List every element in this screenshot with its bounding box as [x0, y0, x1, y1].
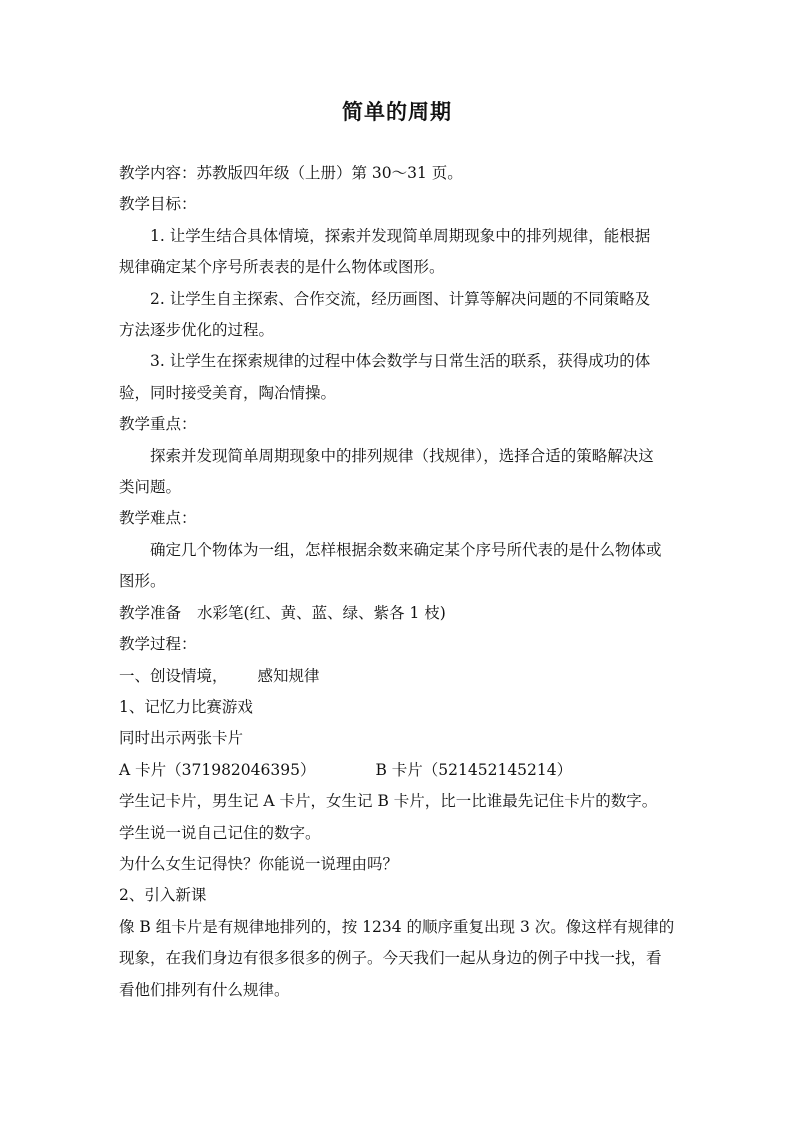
teaching-content: 教学内容：苏教版四年级（上册）第 30～31 页。 [119, 164, 463, 182]
paragraph-2: 学生说一说自己记住的数字。 [119, 823, 321, 842]
cards-line [119, 755, 679, 786]
key-heading: 教学重点： [119, 415, 197, 434]
goal-2-line-1: 2. 让学生自主探索、合作交流，经历画图、计算等解决问题的不同策略及 [150, 289, 651, 308]
difficulty-heading: 教学难点： [119, 509, 197, 528]
goal-1-line-1: 1. 让学生结合具体情境，探索并发现简单周期现象中的排列规律，能根据 [150, 226, 651, 245]
item-1-line: 同时出示两张卡片 [119, 729, 244, 748]
page-title: 简单的周期 [342, 99, 452, 124]
goal-1-line-2: 规律确定某个序号所表表的是什么物体或图形。 [119, 258, 445, 277]
card-b: B 卡片（521452145214） [375, 760, 573, 779]
prep-label: 教学准备 [119, 603, 182, 622]
paragraph-4-line-2: 现象，在我们身边有很多很多的例子。今天我们一起从身边的例子中找一找，看 [119, 949, 662, 968]
goal-3-line-2: 验，同时接受美育，陶冶情操。 [119, 383, 337, 402]
item-2-heading: 2、引入新课 [119, 886, 207, 905]
section-1-part-1: 一、创设情境， [119, 666, 228, 685]
paragraph-3: 为什么女生记得快？你能说一说理由吗？ [119, 854, 399, 873]
key-line-1: 探索并发现简单周期现象中的排列规律（找规律），选择合适的策略解决这 [150, 446, 654, 465]
section-1-part-2: 感知规律 [257, 666, 320, 685]
goals-heading: 教学目标： [119, 195, 197, 214]
goal-3-line-1: 3. 让学生在探索规律的过程中体会数学与日常生活的联系，获得成功的体 [150, 352, 651, 371]
paragraph-1: 学生记卡片，男生记 A 卡片，女生记 B 卡片，比一比谁最先记住卡片的数字。 [119, 792, 658, 811]
key-line-2: 类问题。 [119, 478, 182, 497]
item-1-heading: 1、记忆力比赛游戏 [119, 697, 253, 716]
prep-text: 水彩笔(红、黄、蓝、绿、紫各 1 枝) [197, 603, 446, 622]
goal-2-line-2: 方法逐步优化的过程。 [119, 321, 275, 340]
document-body [119, 158, 679, 1006]
paragraph-4-line-3: 看他们排列有什么规律。 [119, 980, 290, 999]
difficulty-line-1: 确定几个物体为一组，怎样根据余数来确定某个序号所代表的是什么物体或 [150, 540, 662, 559]
difficulty-line-2: 图形。 [119, 572, 166, 591]
paragraph-4-line-1: 像 B 组卡片是有规律地排列的，按 1234 的顺序重复出现 3 次。像这样有规律的 [119, 917, 675, 936]
card-a: A 卡片（371982046395） [119, 760, 316, 779]
prep-line [119, 598, 679, 629]
process-heading: 教学过程： [119, 635, 197, 654]
section-1-heading [119, 661, 679, 692]
